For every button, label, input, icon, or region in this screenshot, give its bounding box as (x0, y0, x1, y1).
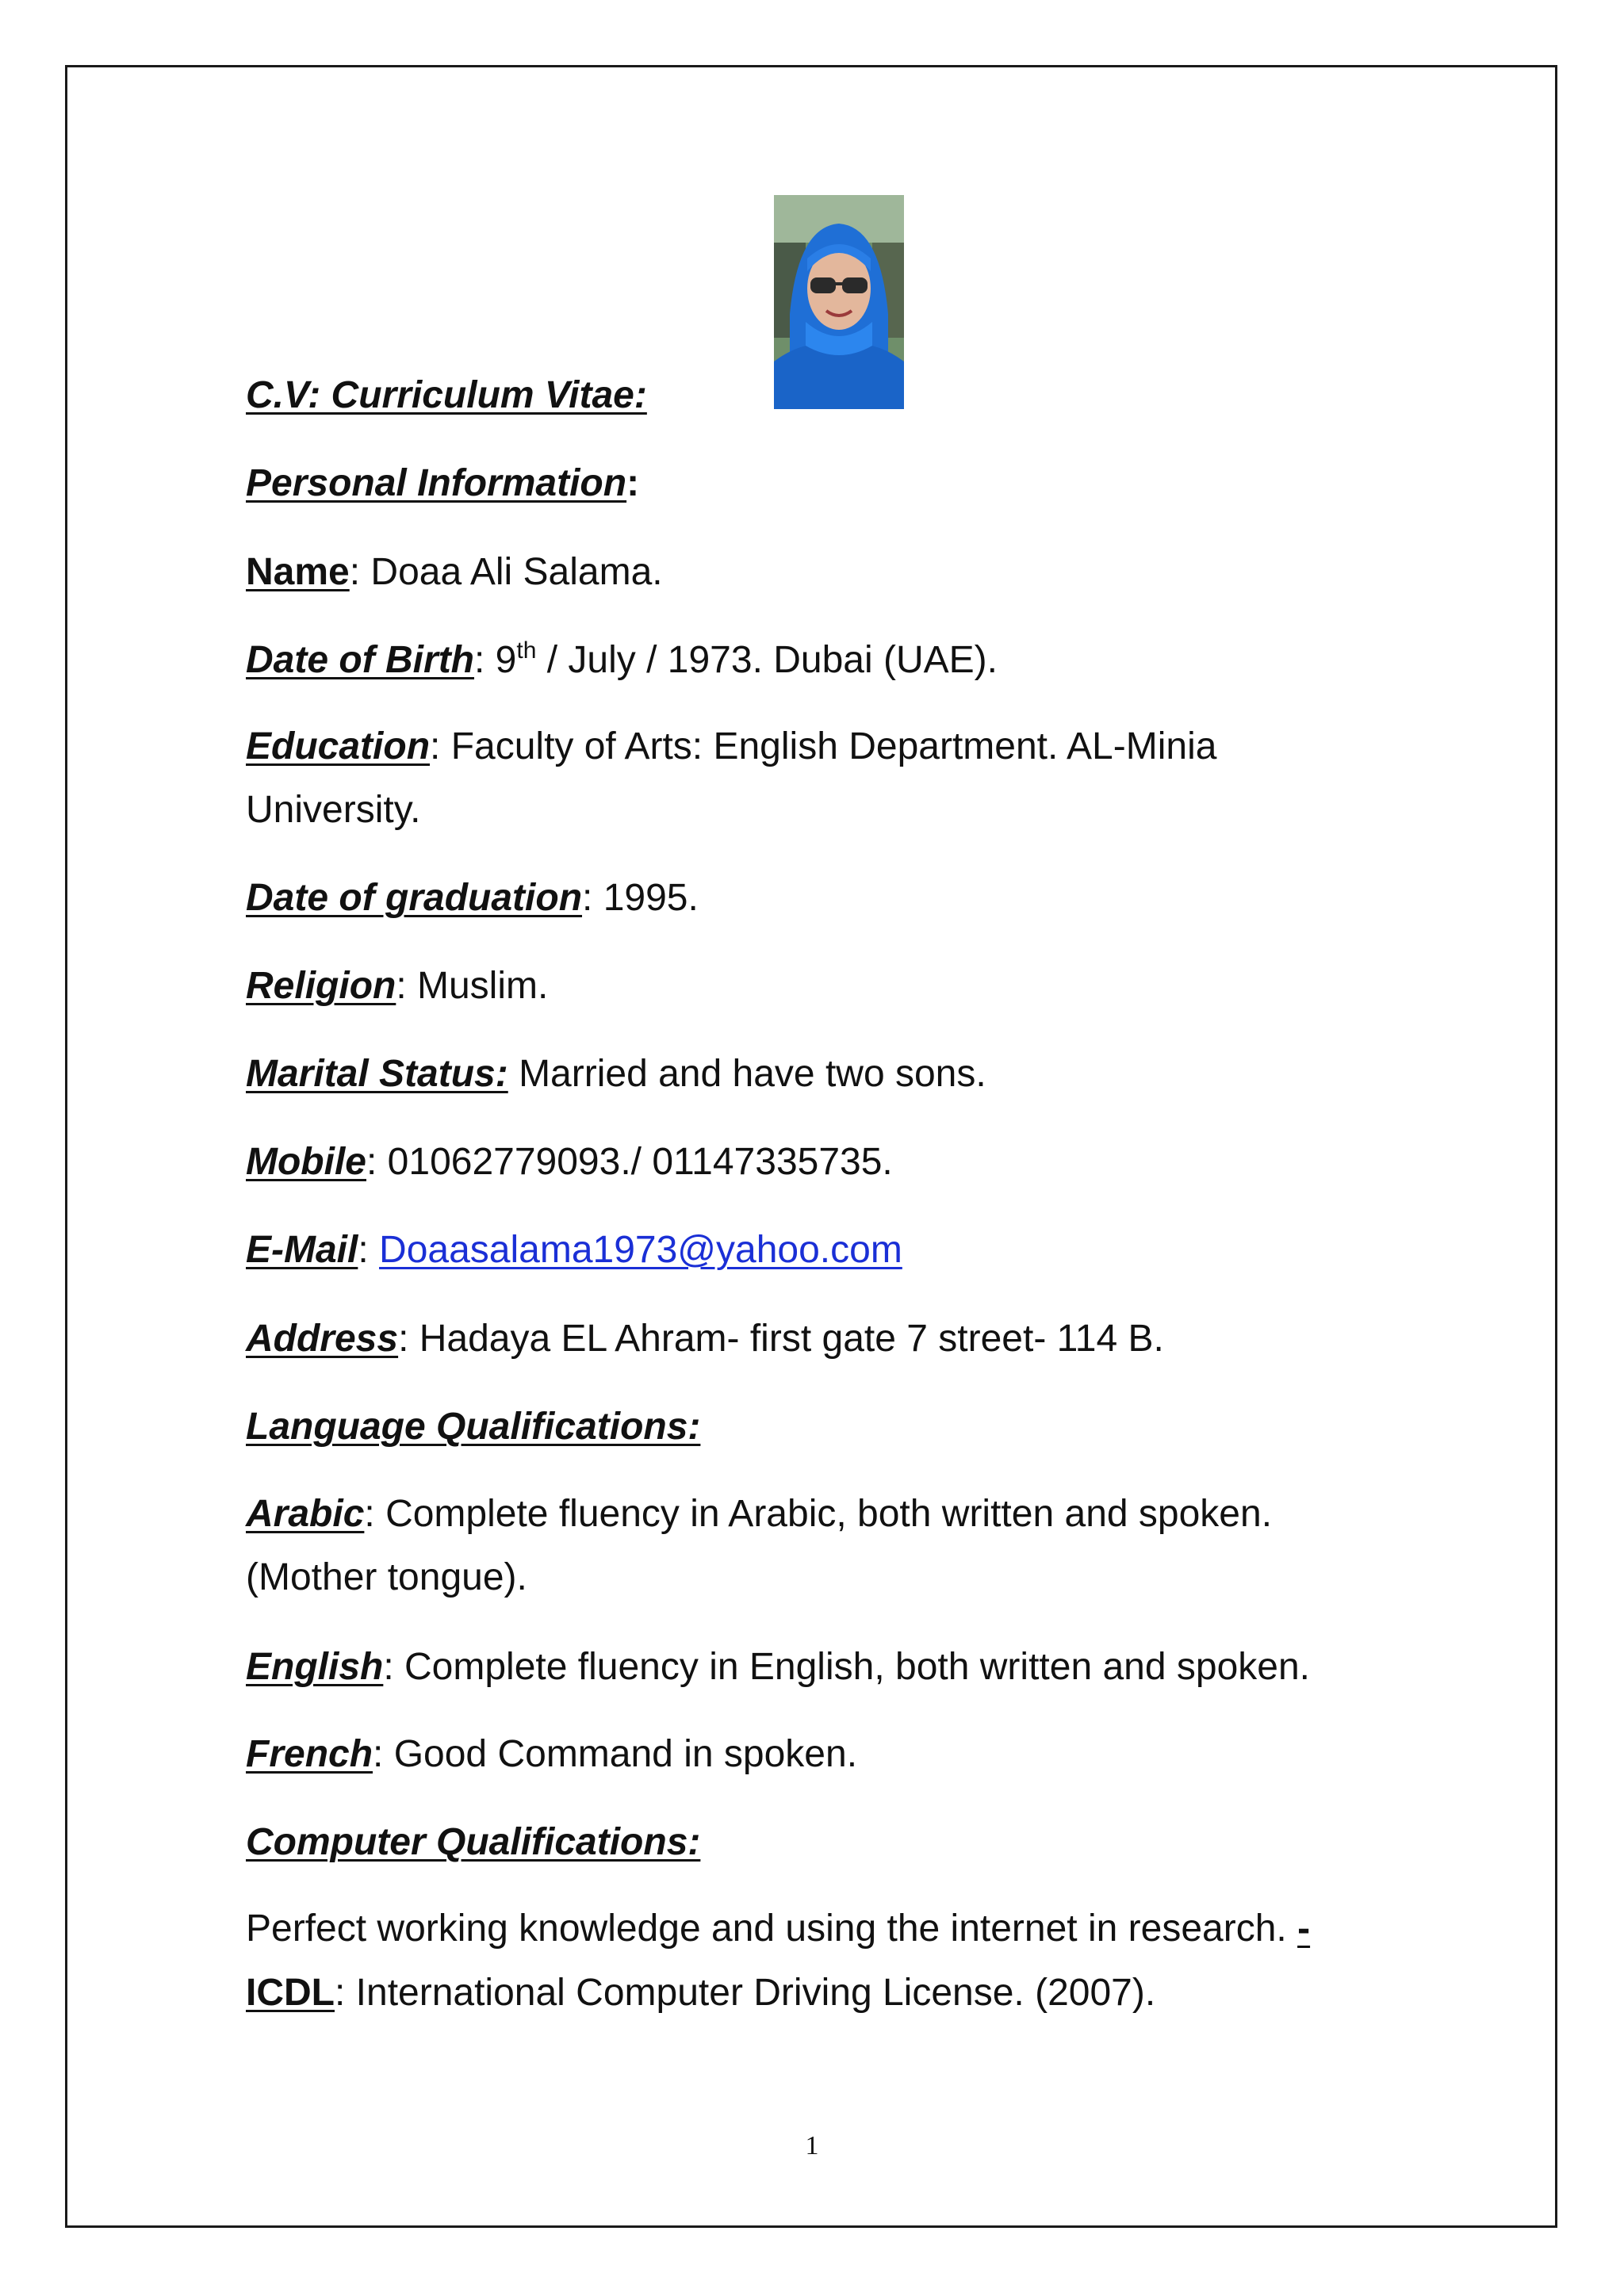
portrait-photo (774, 195, 904, 409)
language-qualifications-heading: Language Qualifications: (246, 1406, 701, 1448)
date-of-birth-row: Date of Birth: 9th / July / 1973. Dubai (UAE). (246, 637, 998, 681)
icdl-row: ICDL: International Computer Driving License. (2007). (246, 1972, 1156, 2014)
religion-row: Religion: Muslim. (246, 965, 549, 1007)
email-row: E-Mail: Doaasalama1973@yahoo.com (246, 1229, 902, 1271)
address-label: Address (246, 1318, 399, 1360)
computer-qualifications-heading: Computer Qualifications: (246, 1821, 701, 1863)
english-row: English: Complete fluency in English, both written and spoken. (246, 1646, 1311, 1688)
graduation-row: Date of graduation: 1995. (246, 877, 699, 919)
mobile-label: Mobile (246, 1141, 366, 1183)
name-value: : Doaa Ali Salama. (349, 551, 663, 593)
french-label: French (246, 1733, 373, 1775)
email-link[interactable]: Doaasalama1973@yahoo.com (379, 1229, 902, 1271)
name-label: Name (246, 551, 350, 593)
education-row-continued: University. (246, 789, 421, 831)
mobile-row: Mobile: 01062779093./ 01147335735. (246, 1141, 893, 1183)
dob-label: Date of Birth (246, 639, 474, 681)
french-row: French: Good Command in spoken. (246, 1733, 858, 1775)
cv-title: C.V: Curriculum Vitae: (246, 374, 647, 416)
arabic-label: Arabic (246, 1493, 365, 1535)
icdl-label: ICDL (246, 1972, 335, 2014)
education-row: Education: Faculty of Arts: English Department. AL-Minia (246, 725, 1217, 767)
computer-line: Perfect working knowledge and using the internet in research. - (246, 1908, 1311, 1950)
marital-status-row: Marital Status: Married and have two sons. (246, 1053, 986, 1095)
personal-information-heading: Personal Information: (246, 462, 640, 504)
name-row (246, 549, 663, 595)
religion-label: Religion (246, 965, 396, 1007)
page-number: 1 (805, 2131, 819, 2160)
education-label: Education (246, 725, 431, 767)
email-label: E-Mail (246, 1229, 358, 1271)
english-label: English (246, 1646, 384, 1688)
portrait-photo-icon (774, 195, 904, 409)
marital-label: Marital Status: (246, 1053, 508, 1095)
address-row: Address: Hadaya EL Ahram- first gate 7 street- 114 B. (246, 1318, 1164, 1360)
arabic-row-continued: (Mother tongue). (246, 1556, 527, 1598)
graduation-label: Date of graduation (246, 877, 583, 919)
arabic-row: Arabic: Complete fluency in Arabic, both written and spoken. (246, 1493, 1273, 1535)
